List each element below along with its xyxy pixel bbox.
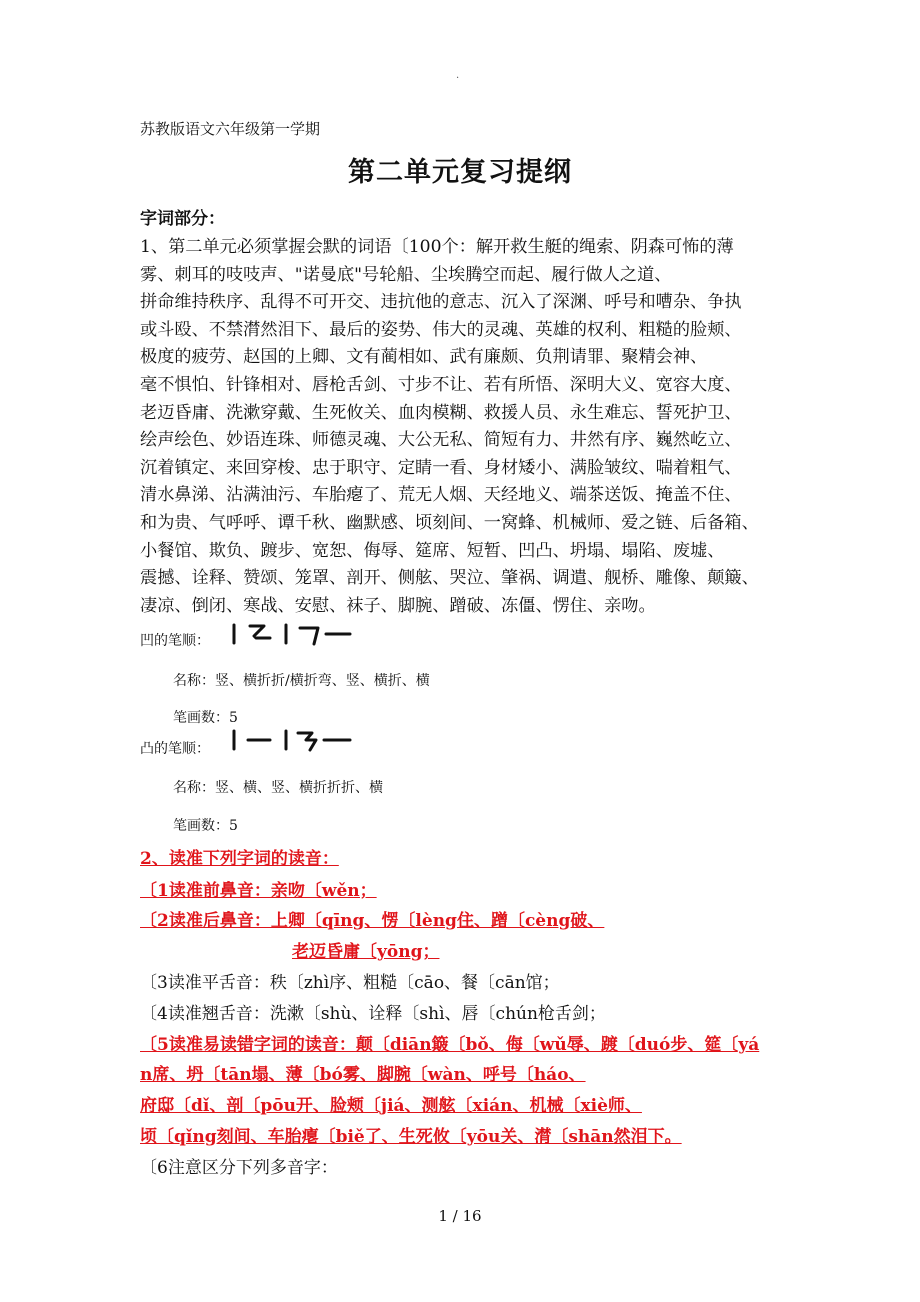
- vocab-line: 极度的疲劳、赵国的上卿、文有蔺相如、武有廉颇、负荆请罪、聚精会神、: [140, 347, 708, 368]
- tu-stroke-count: 笔画数：5: [173, 818, 238, 834]
- vocab-line: 拼命维持秩序、乱得不可开交、违抗他的意志、沉入了深渊、呼号和嘈杂、争执: [140, 292, 742, 313]
- reading-line-front-nasal: 〔1读准前鼻音：亲吻〔wěn；: [140, 881, 377, 901]
- page-number: 1 / 16: [438, 1207, 482, 1225]
- ao-stroke-names: 名称：竖、横折折/横折弯、竖、横折、横: [173, 673, 430, 689]
- reading-line-back-nasal-cont: 老迈昏庸〔yōng；: [292, 942, 440, 962]
- reading-line-flat-tongue: 〔3读准平舌音：秩〔zhì序、粗糙〔cāo、餐〔cān馆；: [140, 973, 560, 993]
- vocab-paragraph: [140, 234, 785, 620]
- vocab-line: 或斗殴、不禁潸然泪下、最后的姿势、伟大的灵魂、英雄的权利、粗糙的脸颊、: [140, 319, 742, 340]
- vocab-line: 震撼、诠释、赞颂、笼罩、剖开、侧舷、哭泣、肇祸、调遣、舰桥、雕像、颠簸、: [140, 568, 759, 589]
- reading-line-tricky: 〔5读准易读错字词的读音：颠〔diān簸〔bǒ、侮〔wǔ辱、踱〔duó步、筵〔yá: [140, 1035, 760, 1055]
- vocab-line: 绘声绘色、妙语连珠、师德灵魂、大公无私、简短有力、井然有序、巍然屹立、: [140, 430, 742, 451]
- reading-heading: 2、读准下列字词的读音：: [140, 849, 339, 869]
- stroke-hengzhezhezhe-icon: [298, 733, 316, 750]
- reading-line-retroflex: 〔4读准翘舌音：洗漱〔shù、诠释〔shì、唇〔chún枪舌剑；: [140, 1004, 606, 1024]
- page-title: 第二单元复习提纲: [348, 157, 572, 188]
- tu-stroke-image: [226, 728, 356, 754]
- reading-line-back-nasal: 〔2读准后鼻音：上卿〔qīng、愣〔lèng住、蹭〔cèng破、: [140, 911, 605, 931]
- vocab-line: 小餐馆、欺负、踱步、宽恕、侮辱、筵席、短暂、凹凸、坍塌、塌陷、废墟、: [140, 540, 725, 561]
- vocab-line: 凄凉、倒闭、寒战、安慰、袜子、脚腕、蹭破、冻僵、愣住、亲吻。: [140, 595, 656, 616]
- ao-stroke-label: 凹的笔顺：: [140, 633, 210, 649]
- vocab-line: 清水鼻涕、沾满油污、车胎瘪了、荒无人烟、天经地义、端茶送饭、掩盖不住、: [140, 485, 742, 506]
- tu-stroke-label: 凸的笔顺：: [140, 741, 210, 757]
- reading-line-polyphones: 〔6注意区分下列多音字：: [140, 1158, 338, 1178]
- vocab-line: 毫不惧怕、针锋相对、唇枪舌剑、寸步不让、若有所悟、深明大义、宽容大度、: [140, 374, 742, 395]
- reading-line-tricky-cont: 府邸〔dǐ、剖〔pōu开、脸颊〔jiá、测舷〔xián、机械〔xiè师、: [140, 1096, 642, 1116]
- stroke-hengzhe-icon: [300, 628, 318, 644]
- vocab-line: 老迈昏庸、洗漱穿戴、生死攸关、血肉模糊、救援人员、永生难忘、誓死护卫、: [140, 402, 742, 423]
- vocab-line: 1、第二单元必须掌握会默的词语〔100个：解开救生艇的绳索、阴森可怖的薄: [140, 237, 734, 257]
- header-mark: .: [456, 70, 460, 81]
- vocab-line: 和为贵、气呼呼、谭千秋、幽默感、顷刻间、一窝蜂、机械师、爱之链、后备箱、: [140, 512, 759, 533]
- vocab-line: 雾、刺耳的吱吱声、"诺曼底"号轮船、尘埃腾空而起、履行做人之道、: [140, 264, 672, 285]
- reading-line-tricky-cont: 顷〔qǐng刻间、车胎瘪〔biě了、生死攸〔yōu关、潸〔shān然泪下。: [140, 1127, 682, 1147]
- section-heading: 字词部分：: [140, 209, 225, 229]
- ao-stroke-image: [226, 622, 356, 648]
- ao-stroke-count: 笔画数：5: [173, 710, 238, 726]
- document-subtitle: 苏教版语文六年级第一学期: [140, 120, 321, 138]
- stroke-hengzhezhe-icon: [250, 626, 270, 638]
- tu-stroke-names: 名称：竖、横、竖、横折折折、横: [173, 780, 383, 796]
- reading-line-tricky-cont: n席、坍〔tān塌、薄〔bó雾、脚腕〔wàn、呼号〔háo、: [140, 1065, 586, 1085]
- vocab-line: 沉着镇定、来回穿梭、忠于职守、定睛一看、身材矮小、满脸皱纹、喘着粗气、: [140, 457, 742, 478]
